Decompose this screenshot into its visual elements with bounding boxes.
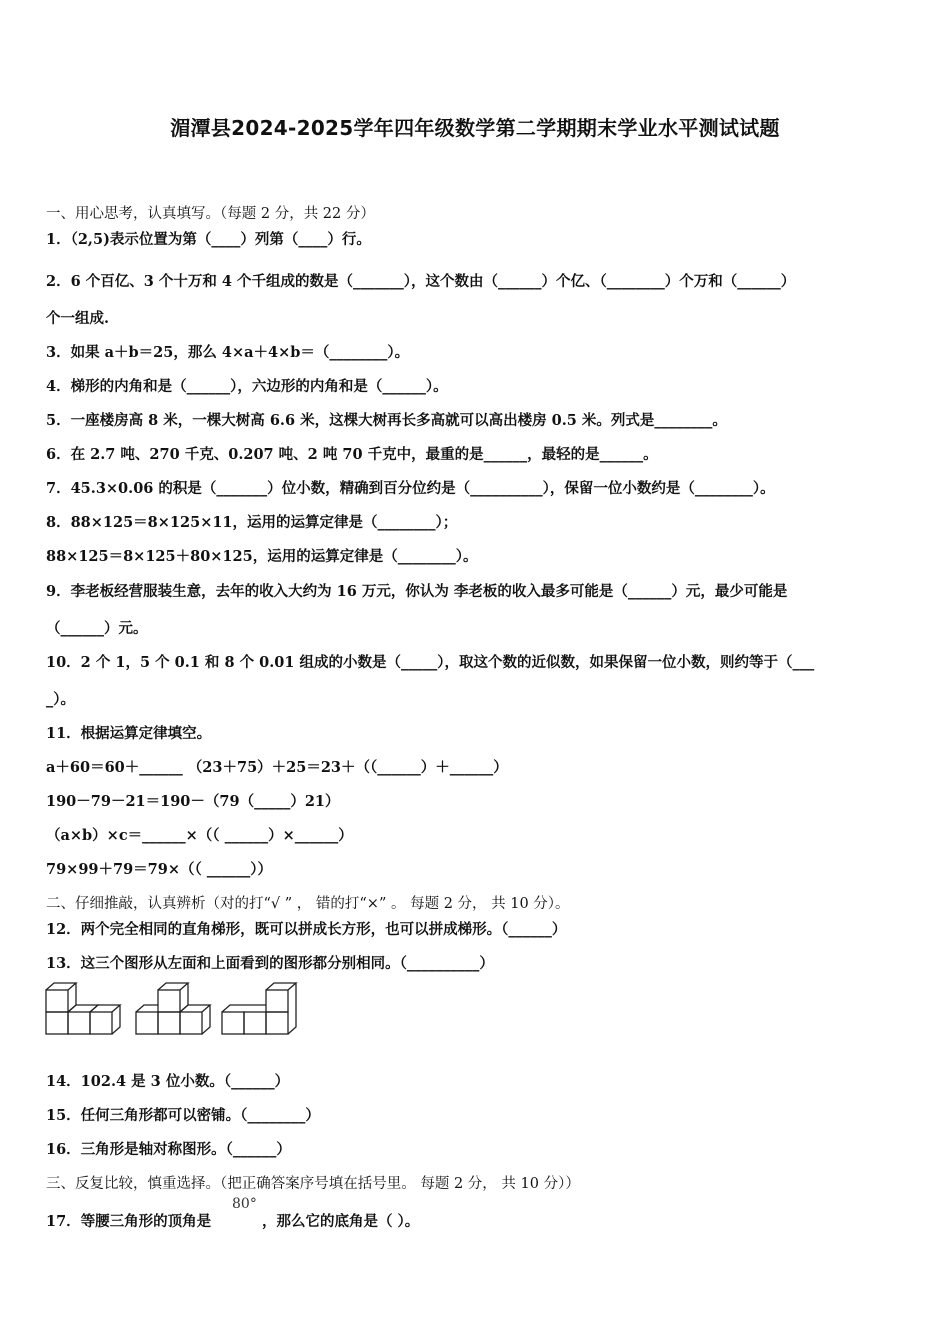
question-6: 6．在 2.7 吨、270 千克、0.207 吨、2 吨 70 千克中，最重的是______，最轻的是______。 — [46, 446, 658, 463]
question-2-continued: 个一组成. — [46, 310, 110, 327]
question-13: 13．这三个图形从左面和上面看到的图形都分别相同。（__________） — [46, 955, 494, 972]
question-3: 3．如果 a＋b＝25，那么 4×a＋4×b＝（________）。 — [46, 344, 410, 361]
section-1-heading: 一、用心思考，认真填写。（每题 2 分，共 22 分） — [46, 206, 375, 222]
question-9: 9．李老板经营服装生意，去年的收入大约为 16 万元，你认为 李老板的收入最多可能是（______）元，最少可能是 — [46, 583, 788, 600]
question-11: 11．根据运算定律填空。 — [46, 725, 212, 742]
section-3-heading: 三、反复比较，慎重选择。（把正确答案序号填在括号里。 每题 2 分， 共 10 分）） — [46, 1176, 580, 1192]
question-11-row-2: 190－79－21＝190－（79（_____）21） — [46, 793, 340, 810]
question-11-row-3: （a×b）×c＝______×（（ ______）×______） — [46, 827, 353, 844]
question-1: 1．（2,5)表示位置为第（____）列第（____）行。 — [46, 231, 371, 248]
question-7: 7．45.3×0.06 的积是（_______）位小数，精确到百分位约是（__________），保留一位小数约是（________）。 — [46, 480, 775, 497]
question-8a: 8．88×125＝8×125×11，运用的运算定律是（________）； — [46, 514, 458, 531]
cube-figures — [44, 982, 304, 1038]
question-12: 12．两个完全相同的直角梯形，既可以拼成长方形，也可以拼成梯形。（______） — [46, 921, 567, 938]
question-4: 4．梯形的内角和是（______），六边形的内角和是（______）。 — [46, 378, 448, 395]
question-11-row-1: a＋60＝60＋______ （23＋75）＋25＝23＋（（______）＋______） — [46, 759, 508, 776]
question-2: 2．6 个百亿、3 个十万和 4 个千组成的数是（_______），这个数由（______）个亿、（________）个万和（______） — [46, 273, 796, 290]
question-10-continued: _）。 — [46, 691, 75, 708]
cube-figure-1 — [46, 983, 120, 1034]
question-17-continued: ，那么它的底角是（ ）。 — [262, 1213, 420, 1230]
cube-figure-2 — [136, 983, 210, 1034]
question-8b: 88×125＝8×125＋80×125，运用的运算定律是（________）。 — [46, 548, 478, 565]
question-5: 5．一座楼房高 8 米，一棵大树高 6.6 米，这棵大树再长多高就可以高出楼房 0.5 米。列式是________。 — [46, 412, 727, 429]
question-10: 10．2 个 1，5 个 0.1 和 8 个 0.01 组成的小数是（_____），取这个数的近似数，如果保留一位小数，则约等于（___ — [46, 654, 815, 671]
question-9-continued: （______）元。 — [46, 620, 148, 637]
question-15: 15．任何三角形都可以密铺。（________） — [46, 1107, 320, 1124]
cube-figure-3 — [222, 983, 296, 1034]
question-17: 17．等腰三角形的顶角是 — [46, 1213, 212, 1230]
angle-80-degrees: 80° — [232, 1196, 257, 1212]
question-11-row-4: 79×99＋79＝79×（（ ______）） — [46, 861, 273, 878]
question-16: 16．三角形是轴对称图形。（______） — [46, 1141, 291, 1158]
page-title: 湄潭县2024-2025学年四年级数学第二学期期末学业水平测试试题 — [170, 116, 780, 140]
question-14: 14．102.4 是 3 位小数。（______） — [46, 1073, 290, 1090]
section-2-heading: 二、仔细推敲，认真辨析（对的打“√ ” ， 错的打“×” 。 每题 2 分， 共 10 分）。 — [46, 896, 570, 912]
